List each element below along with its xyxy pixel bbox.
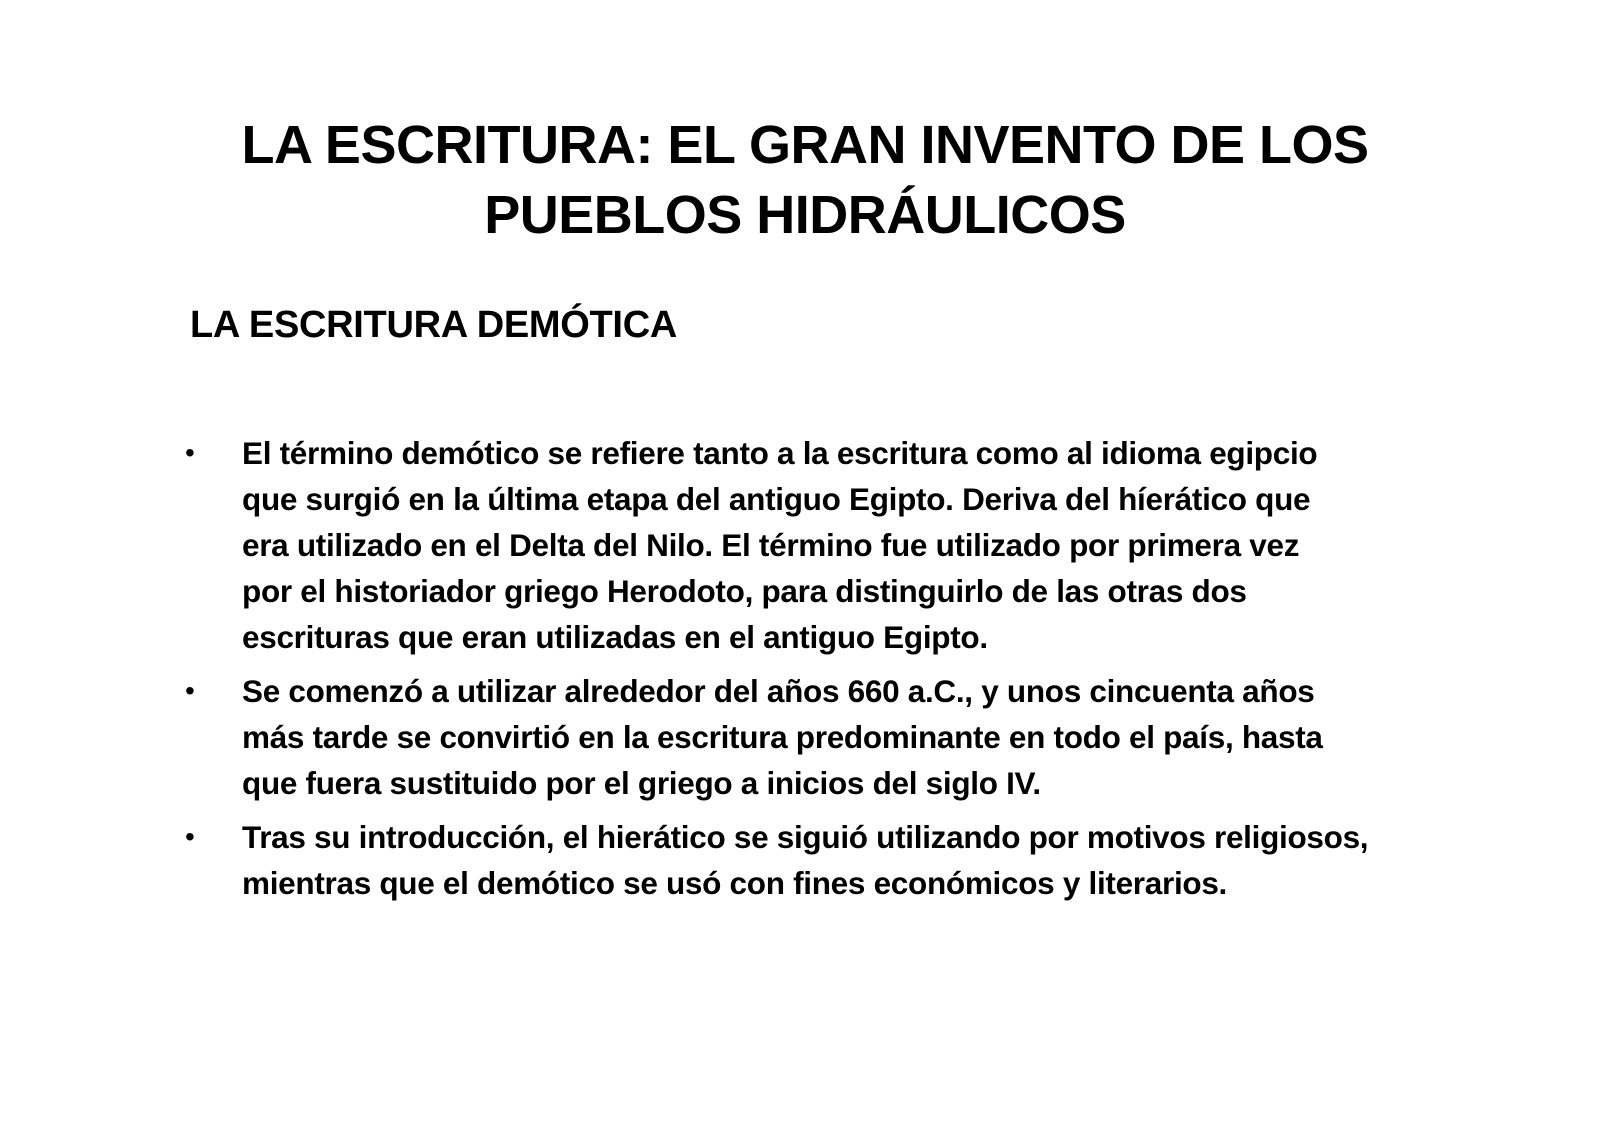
- bullet-text-line: que surgió en la última etapa del antiguo Egipto. Deriva del híerático que: [242, 481, 1311, 517]
- bullet-item: [185, 814, 1445, 906]
- slide-title-line: LA ESCRITURA: EL GRAN INVENTO DE LOS: [241, 115, 1369, 175]
- bullet-text-line: Se comenzó a utilizar alrededor del años 660 a.C., y unos cincuenta años: [242, 673, 1315, 709]
- bullet-item: [185, 668, 1445, 806]
- slide-title-line: PUEBLOS HIDRÁULICOS: [484, 185, 1126, 245]
- bullet-dot-icon: •: [185, 675, 195, 706]
- bullet-text-line: Tras su introducción, el hierático se siguió utilizando por motivos religiosos,: [242, 819, 1369, 855]
- section-heading: LA ESCRITURA DEMÓTICA: [190, 304, 677, 346]
- bullet-dot-icon: •: [185, 821, 195, 852]
- bullet-text-line: mientras que el demótico se usó con fines económicos y literarios.: [242, 865, 1228, 901]
- bullet-item: [185, 430, 1445, 660]
- bullet-text-line: por el historiador griego Herodoto, para distinguirlo de las otras dos: [242, 573, 1247, 609]
- slide-title: [160, 110, 1450, 250]
- bullet-list: [185, 430, 1445, 914]
- bullet-text-line: era utilizado en el Delta del Nilo. El término fue utilizado por primera vez: [242, 527, 1300, 563]
- bullet-text-line: El término demótico se refiere tanto a la escritura como al idioma egipcio: [242, 435, 1318, 471]
- bullet-text-line: escrituras que eran utilizadas en el antiguo Egipto.: [242, 619, 988, 655]
- bullet-text-line: más tarde se convirtió en la escritura predominante en todo el país, hasta: [242, 719, 1323, 755]
- bullet-dot-icon: •: [185, 437, 195, 468]
- bullet-text-line: que fuera sustituido por el griego a inicios del siglo IV.: [242, 765, 1041, 801]
